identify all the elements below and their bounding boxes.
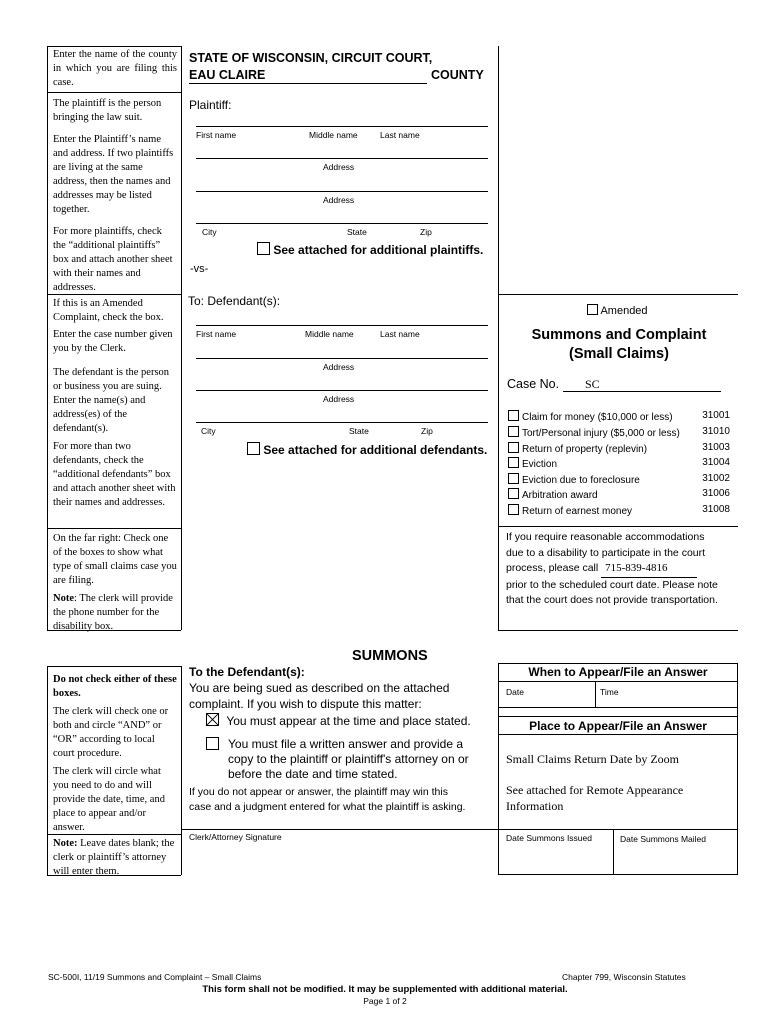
case-type-eviction[interactable] (508, 457, 730, 471)
place-heading: Place to Appear/File an Answer (529, 719, 707, 733)
accommodation-line: due to a disability to participate in the court (506, 546, 706, 559)
date-label: Date (506, 687, 524, 697)
accommodation-notice (506, 530, 718, 609)
case-type-label: Return of property (replevin) (522, 444, 648, 455)
time-field[interactable] (598, 696, 734, 706)
note-text: : The clerk will provide the phone number for the disability box. (53, 593, 173, 632)
case-type-code: 31010 (702, 426, 730, 437)
form-title-line1: Summons and Complaint (531, 327, 707, 343)
instruction-plaintiff-more: For more plaintiffs, check the “additional plaintiffs” box and attach another sheet with their names and addresses. (53, 226, 173, 293)
answer-option-label (228, 737, 469, 782)
additional-plaintiffs-option[interactable] (257, 242, 483, 257)
to-defendants-heading: To the Defendant(s): (189, 665, 305, 679)
form-id: SC-500I, 11/19 Summons and Complaint – Small Claims (48, 972, 262, 982)
case-type-claim-for-money[interactable] (508, 410, 730, 424)
case-type-checkbox[interactable] (508, 473, 519, 484)
answer-option-line: copy to the plaintiff or plaintiff's attorney on or (228, 752, 469, 766)
plaintiff-last-name-label: Last name (380, 130, 420, 140)
plaintiff-address-label-1: Address (323, 162, 355, 172)
note-label: Note (53, 593, 74, 604)
plaintiff-state-label: State (347, 227, 367, 237)
plaintiff-label: Plaintiff: (189, 98, 232, 112)
additional-defendants-label: See attached for additional defendants. (263, 443, 488, 457)
instruction-case-type: On the far right: Check one of the boxes to show what type of small claims case you are filing. (53, 533, 177, 586)
case-type-code: 31001 (702, 410, 730, 421)
case-type-checkbox[interactable] (508, 426, 519, 437)
defendant-address-label-1: Address (323, 362, 355, 372)
case-type-label: Claim for money ($10,000 or less) (522, 412, 673, 423)
warning-line: If you do not appear or answer, the plaintiff may win this (189, 786, 448, 798)
plaintiff-address-label-2: Address (323, 195, 355, 205)
summons-intro (189, 680, 449, 712)
court-title: STATE OF WISCONSIN, CIRCUIT COURT, (189, 51, 433, 65)
defendant-first-name-label: First name (196, 329, 237, 339)
appear-option[interactable] (206, 713, 471, 728)
date-mailed-field[interactable] (617, 846, 734, 871)
plaintiff-city-label: City (202, 227, 217, 237)
defendant-city-label: City (201, 426, 216, 436)
accommodation-line: prior to the scheduled court date. Please note (506, 578, 718, 591)
accommodation-line: If you require reasonable accommodations (506, 531, 705, 543)
additional-plaintiffs-label: See attached for additional plaintiffs. (273, 243, 484, 257)
place-remote-line: See attached for Remote Appearance (506, 783, 684, 797)
appear-option-label: You must appear at the time and place stated. (226, 714, 471, 728)
warning-line: case and a judgment entered for what the plaintiff is asking. (189, 800, 466, 813)
defendant-address-line-2[interactable] (196, 390, 488, 391)
case-type-checkbox[interactable] (508, 457, 519, 468)
instruction-defendant: The defendant is the person or business you are suing. Enter the name(s) and address(es) of the defendant(s). (53, 367, 170, 434)
summons-heading: SUMMONS (352, 648, 428, 664)
instruction-plaintiff-name: Enter the Plaintiff’s name and address. If two plaintiffs are living at the same address, then the names and addresses may be listed together. (53, 134, 174, 215)
plaintiff-first-name-label: First name (196, 130, 237, 140)
additional-defendants-checkbox[interactable] (247, 442, 260, 455)
form-title (499, 326, 739, 364)
versus-label: -vs- (190, 263, 209, 275)
amended-option[interactable] (587, 304, 648, 317)
statutes: Chapter 799, Wisconsin Statutes (562, 972, 686, 982)
summons-intro-line: You are being sued as described on the attached (189, 681, 450, 695)
modification-notice: This form shall not be modified. It may be supplemented with additional material. (202, 984, 568, 995)
place-remote-line: Information (506, 799, 564, 813)
case-type-code: 31003 (702, 442, 730, 453)
case-type-label: Tort/Personal injury ($5,000 or less) (522, 428, 680, 439)
case-type-code: 31008 (702, 504, 730, 515)
county-label: COUNTY (431, 68, 484, 82)
answer-option[interactable] (206, 737, 469, 782)
plaintiff-address-line-2[interactable] (196, 191, 488, 192)
date-field[interactable] (500, 696, 593, 706)
case-type-checkbox[interactable] (508, 488, 519, 499)
accommodation-line: process, please call (506, 562, 599, 574)
note2-text: Leave dates blank; the clerk or plaintiff’s attorney will enter them. (53, 838, 175, 877)
defendant-address-label-2: Address (323, 394, 355, 404)
defendant-label: To: Defendant(s): (188, 294, 281, 308)
plaintiff-name-line[interactable] (196, 126, 488, 127)
plaintiff-middle-name-label: Middle name (309, 130, 358, 140)
instruction-clerk-circle: The clerk will circle what you need to do and will provide the date, time, and place to appear and/or answer. (53, 766, 165, 833)
instruction-clerk-and-or: The clerk will check one or both and circle “AND” or “OR” according to local court procedure. (53, 706, 169, 759)
date-issued-field[interactable] (502, 846, 610, 871)
accommodation-line: that the court does not provide transportation. (506, 594, 718, 606)
amended-label: Amended (600, 305, 648, 317)
case-type-label: Eviction due to foreclosure (522, 475, 640, 486)
note2-label: Note: (53, 838, 78, 849)
time-label: Time (600, 687, 619, 697)
appear-checkbox[interactable] (206, 713, 219, 726)
answer-checkbox[interactable] (206, 737, 219, 750)
additional-defendants-option[interactable] (247, 442, 487, 457)
defendant-city-line[interactable] (196, 422, 488, 423)
summons-intro-line: complaint. If you wish to dispute this matter: (189, 697, 422, 711)
form-title-line2: (Small Claims) (569, 346, 669, 362)
date-mailed-label: Date Summons Mailed (620, 834, 706, 844)
plaintiff-address-line-1[interactable] (196, 158, 488, 159)
page-number: Page 1 of 2 (363, 996, 407, 1006)
place-remote (506, 782, 683, 814)
additional-plaintiffs-checkbox[interactable] (257, 242, 270, 255)
case-type-checkbox[interactable] (508, 410, 519, 421)
case-number-label: Case No. (507, 377, 560, 391)
case-type-checkbox[interactable] (508, 504, 519, 515)
case-type-checkbox[interactable] (508, 442, 519, 453)
case-type-code: 31002 (702, 473, 730, 484)
defendant-name-line[interactable] (196, 325, 488, 326)
defendant-zip-label: Zip (421, 426, 433, 436)
amended-checkbox[interactable] (587, 304, 598, 315)
default-warning (189, 785, 465, 814)
defendant-last-name-label: Last name (380, 329, 420, 339)
case-type-code: 31004 (702, 457, 730, 468)
case-type-replevin[interactable] (508, 442, 730, 456)
plaintiff-city-line[interactable] (196, 223, 488, 224)
instruction-note (53, 592, 177, 634)
case-number-field[interactable] (563, 377, 721, 392)
defendant-state-label: State (349, 426, 369, 436)
instruction-county: Enter the name of the county in which you are filing this case. (53, 49, 177, 88)
instruction-case-number: Enter the case number given you by the Clerk. (53, 329, 173, 354)
instruction-defendant-more: For more than two defendants, check the “additional defendants” box and attach another sheet with their names and addresses. (53, 441, 176, 508)
case-number-value: SC (585, 377, 600, 391)
case-type-label: Arbitration award (522, 490, 598, 501)
instruction-do-not-check: Do not check either of these boxes. (53, 674, 177, 699)
place-zoom: Small Claims Return Date by Zoom (506, 752, 679, 766)
signature-label: Clerk/Attorney Signature (189, 832, 282, 842)
date-issued-label: Date Summons Issued (506, 833, 592, 843)
case-type-code: 31006 (702, 488, 730, 499)
defendant-address-line-1[interactable] (196, 358, 488, 359)
answer-option-line: before the date and time stated. (228, 767, 398, 781)
signature-field[interactable] (189, 845, 489, 873)
instruction-plaintiff-intro: The plaintiff is the person bringing the law suit. (53, 98, 162, 123)
defendant-middle-name-label: Middle name (305, 329, 354, 339)
case-type-tort[interactable] (508, 426, 730, 440)
county-value: EAU CLAIRE (189, 68, 266, 82)
answer-option-line: You must file a written answer and provide a (228, 737, 464, 751)
case-type-eviction-foreclosure[interactable] (508, 473, 730, 487)
county-field[interactable] (189, 68, 427, 84)
plaintiff-zip-label: Zip (420, 227, 432, 237)
when-heading: When to Appear/File an Answer (528, 665, 708, 679)
instruction-leave-blank (53, 837, 177, 879)
instruction-amended: If this is an Amended Complaint, check the box. (53, 298, 164, 323)
case-type-label: Eviction (522, 459, 558, 470)
phone-number[interactable]: 715-839-4816 (601, 561, 697, 578)
case-type-earnest-money[interactable] (508, 504, 730, 518)
case-type-arbitration[interactable] (508, 488, 730, 502)
case-type-label: Return of earnest money (522, 506, 633, 517)
